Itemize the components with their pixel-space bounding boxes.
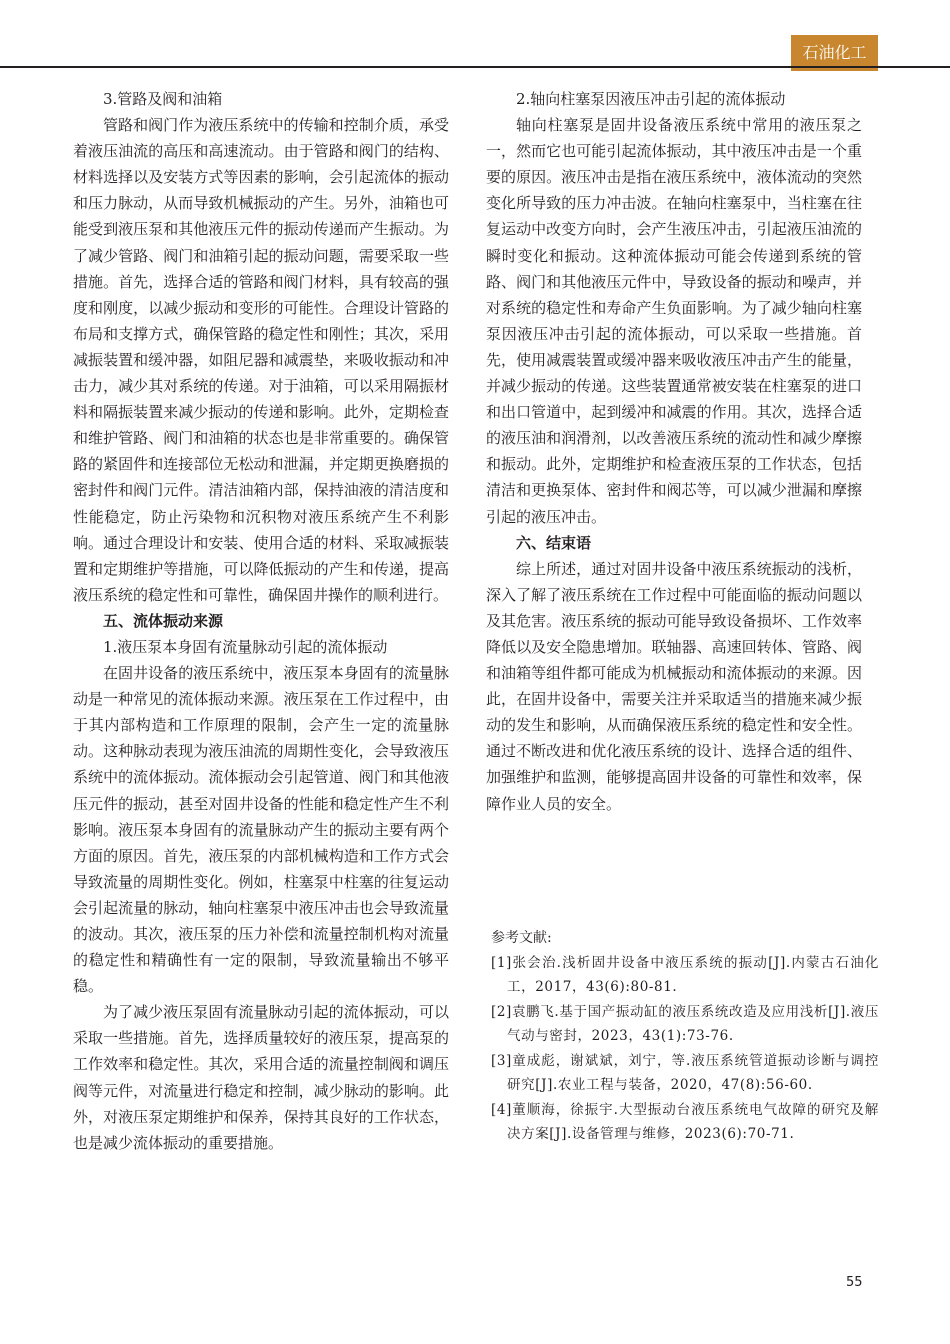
section-5-1-paragraph-1: 在固井设备的液压系统中，液压泵本身固有的流量脉动是一种常见的流体振动来源。液压泵在工作过程中，由于其内部构造和工作原理的限制，会产生一定的流量脉动。这种脉动表现为液压油流的周期性变化，会导致液压系统中的流体振动。流体振动会引起管道、阀门和其他液压元件的振动，甚至对固井设备的性能和稳定性产生不利影响。液压泵本身固有的流量脉动产生的振动主要有两个方面的原因。首先，液压泵的内部机械构造和工作方式会导致流量的周期性变化。例如，柱塞泵中柱塞的往复运动会引起流量的脉动，轴向柱塞泵中液压冲击也会导致流量的波动。其次，液压泵的压力补偿和流量控制机构对流量的稳定性和精确性有一定的限制，导致流量输出不够平稳。 — [73, 664, 449, 996]
section-3-title: 3.管路及阀和油箱 — [103, 90, 223, 108]
section-5-2-paragraph: 轴向柱塞泵是固井设备液压系统中常用的液压泵之一，然而它也可能引起流体振动，其中液压冲击是一个重要的原因。液压冲击是指在液压系统中，液体流动的突然变化所导致的压力冲击波。在轴向柱塞泵中，当柱塞在往复运动中改变方向时，会产生液压冲击，引起液压油流的瞬时变化和振动。这种流体振动可能会传递到系统的管路、阀门和其他液压元件中，导致设备的振动和噪声，并对系统的稳定性和寿命产生负面影响。为了减少轴向柱塞泵因液压冲击引起的流体振动，可以采取一些措施。首先，使用减震装置或缓冲器来吸收液压冲击产生的能量，并减少振动的传递。这些装置通常被安装在柱塞泵的进口和出口管道中，起到缓冲和减震的作用。其次，选择合适的液压油和润滑剂，以改善液压系统的流动性和减少摩擦和振动。此外，定期维护和检查液压泵的工作状态，包括清洁和更换泵体、密封件和阀芯等，可以减少泄漏和摩擦引起的液压冲击。 — [486, 116, 862, 526]
references — [491, 926, 879, 1147]
reference-item: [1]张会治.浅析固井设备中液压系统的振动[J].内蒙古石油化工，2017，43(6):80-81. — [491, 954, 879, 995]
section-5-1-paragraph-2: 为了减少液压泵固有流量脉动引起的流体振动，可以采取一些措施。首先，选择质量较好的液压泵，提高泵的工作效率和稳定性。其次，采用合适的流量控制阀和调压阀等元件，对流量进行稳定和控制，减少脉动的影响。此外，对液压泵定期维护和保养，保持其良好的工作状态，也是减少流体振动的重要措施。 — [73, 1003, 449, 1152]
section-6-title: 六、结束语 — [516, 533, 592, 552]
page-number: 55 — [846, 1275, 863, 1290]
section-6-paragraph: 综上所述，通过对固井设备中液压系统振动的浅析，深入了解了液压系统在工作过程中可能面临的振动问题以及其危害。液压系统的振动可能导致设备损坏、工作效率降低以及安全隐患增加。联轴器、高速回转体、管路、阀和油箱等组件都可能成为机械振动和流体振动的来源。因此，在固井设备中，需要关注并采取适当的措施来减少振动的发生和影响，从而确保液压系统的稳定性和安全性。通过不断改进和优化液压系统的设计、选择合适的组件、加强维护和监测，能够提高固井设备的可靠性和效率，保障作业人员的安全。 — [486, 559, 862, 813]
section-5-2-title: 2.轴向柱塞泵因液压冲击引起的流体振动 — [516, 90, 786, 108]
header-rule — [0, 66, 950, 68]
section-5-title: 五、流体振动来源 — [103, 611, 224, 630]
section-5-1-title: 1.液压泵本身固有流量脉动引起的流体振动 — [103, 637, 388, 656]
references-list — [491, 951, 879, 1147]
reference-item: [4]董顺海，徐振宇.大型振动台液压系统电气故障的研究及解决方案[J].设备管理与维修，2023(6):70-71. — [491, 1101, 879, 1142]
left-column — [73, 86, 449, 1156]
references-title: 参考文献: — [491, 930, 552, 946]
right-column — [486, 86, 862, 817]
section-3-paragraph: 管路和阀门作为液压系统中的传输和控制介质，承受着液压油流的高压和高速流动。由于管路和阀门的结构、材料选择以及安装方式等因素的影响，会引起流体的振动和压力脉动，从而导致机械振动的产生。另外，油箱也可能受到液压泵和其他液压元件的振动传递而产生振动。为了减少管路、阀门和油箱引起的振动问题，需要采取一些措施。首先，选择合适的管路和阀门材料，具有较高的强度和刚度，以减少振动和变形的可能性。合理设计管路的布局和支撑方式，确保管路的稳定性和刚性；其次，采用减振装置和缓冲器，如阻尼器和减震垫，来吸收振动和冲击力，减少其对系统的传递。对于油箱，可以采用隔振材料和隔振装置来减少振动的传递和影响。此外，定期检查和维护管路、阀门和油箱的状态也是非常重要的。确保管路的紧固件和连接部位无松动和泄漏，并定期更换磨损的密封件和阀门元件。清洁油箱内部，保持油液的清洁度和性能稳定，防止污染物和沉积物对液压系统产生不利影响。通过合理设计和安装、使用合适的材料、采取减振装置和定期维护等措施，可以降低振动的产生和传递，提高液压系统的稳定性和可靠性，确保固井操作的顺利进行。 — [73, 116, 449, 604]
reference-item: [3]童成彪，谢斌斌，刘宁，等.液压系统管道振动诊断与调控研究[J].农业工程与装备，2020，47(8):56-60. — [491, 1052, 879, 1093]
journal-header-tab: 石油化工 — [791, 35, 878, 71]
reference-item: [2]袁鹏飞.基于国产振动缸的液压系统改造及应用浅析[J].液压气动与密封，2023，43(1):73-76. — [491, 1003, 879, 1044]
